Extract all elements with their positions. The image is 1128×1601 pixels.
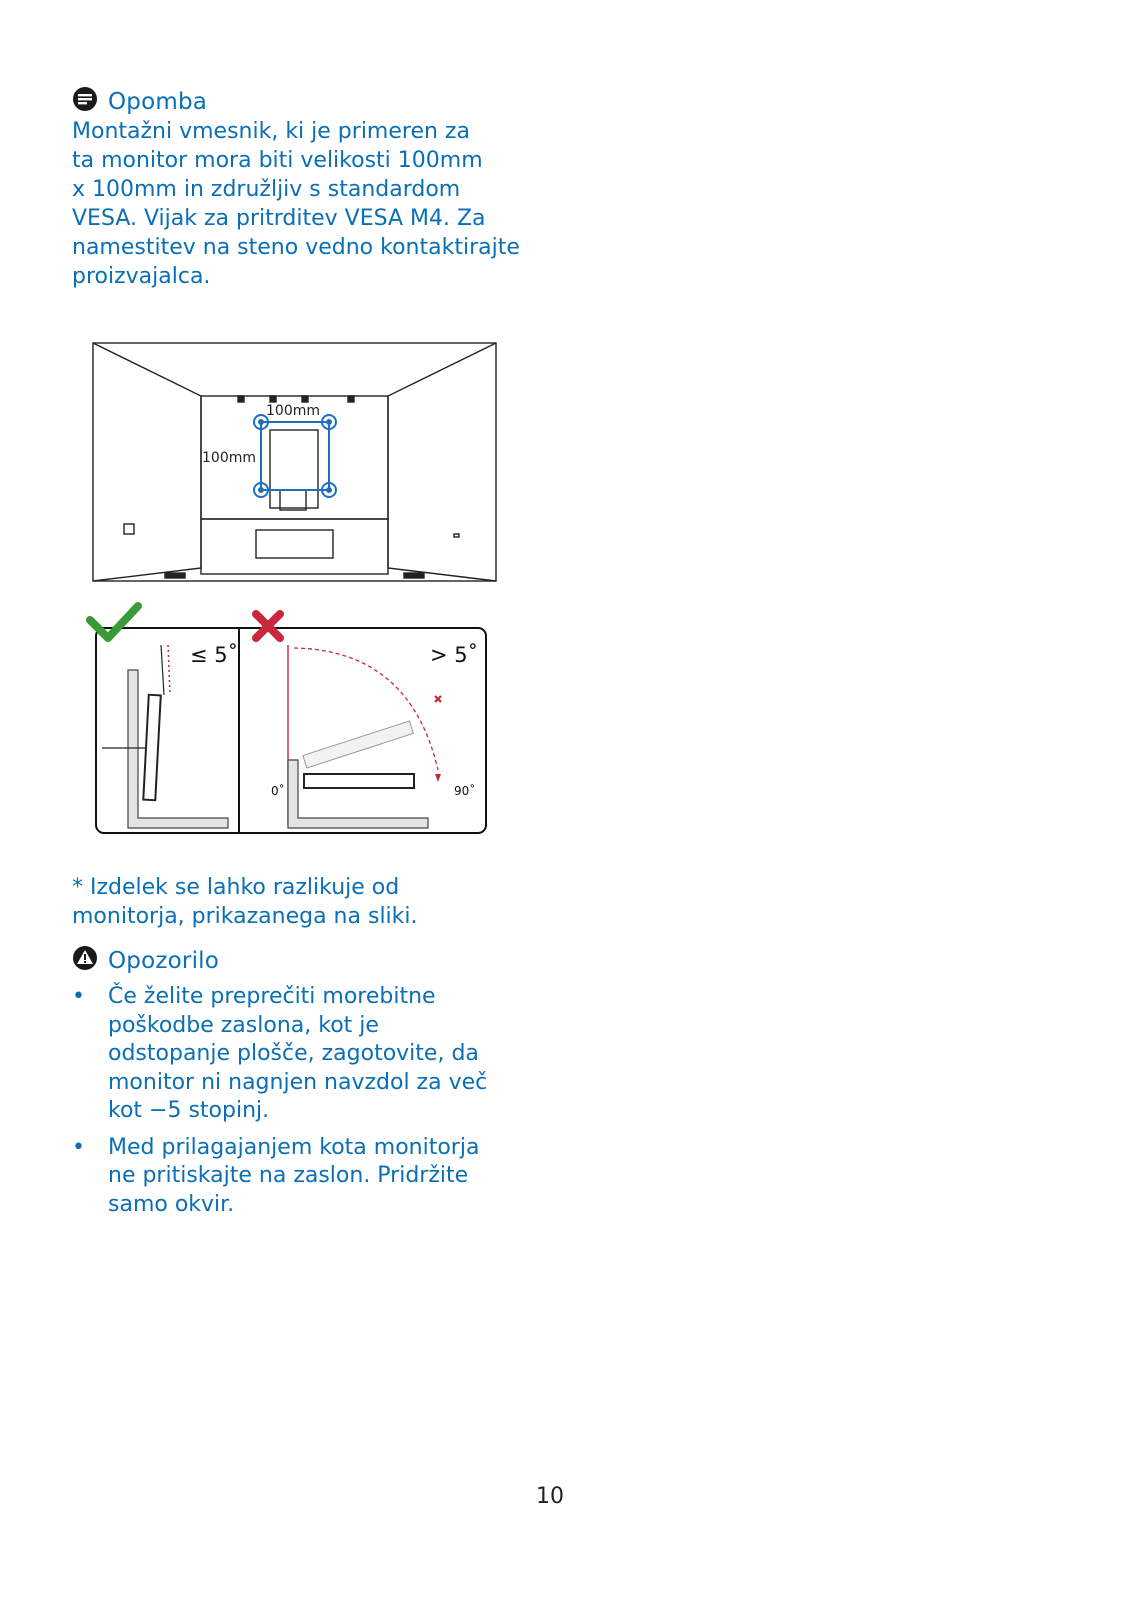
warning-icon: [72, 945, 98, 977]
note-heading: [72, 86, 207, 118]
note-line: ta monitor mora biti velikosti 100mm: [72, 148, 483, 173]
vesa-height-label: 100mm: [202, 450, 256, 466]
note-body: [72, 117, 542, 291]
bullet-line: Če želite preprečiti morebitne: [108, 984, 436, 1009]
tilt-panels: [96, 628, 486, 833]
ok-tilt-label: ≤ 5˚: [190, 643, 239, 667]
bullet-marker: •: [72, 984, 85, 1009]
warning-list: [72, 983, 532, 1227]
disclaimer-line: monitorja, prikazanega na sliki.: [72, 904, 418, 929]
angle-end-label: 90˚: [454, 784, 476, 798]
bad-tilt-label: > 5˚: [430, 643, 479, 667]
vesa-pattern: [254, 415, 336, 497]
warning-heading: [72, 945, 219, 977]
figure-svg: [80, 330, 510, 850]
note-line: x 100mm in združljiv s standardom: [72, 177, 461, 202]
bullet-line: samo okvir.: [108, 1191, 235, 1217]
disclaimer-line: * Izdelek se lahko razlikuje od: [72, 875, 400, 900]
note-line: VESA. Vijak za pritrditev VESA M4. Za: [72, 206, 486, 231]
monitor-back-view: [93, 343, 496, 581]
note-icon: [72, 86, 98, 118]
note-line: namestitev na steno vedno kontaktirajte: [72, 235, 520, 260]
warning-heading-text: Opozorilo: [108, 948, 220, 974]
product-disclaimer: [72, 873, 418, 931]
page-number: 10: [536, 1484, 564, 1509]
list-item: [72, 1134, 532, 1220]
bullet-line: monitor ni nagnjen navzdol za več: [108, 1069, 488, 1095]
bullet-line: poškodbe zaslona, kot je: [108, 1012, 379, 1038]
angle-start-label: 0˚: [271, 784, 285, 798]
cross-icon: [256, 614, 280, 638]
note-line: proizvajalca.: [72, 264, 211, 289]
bullet-line: ne pritiskajte na zaslon. Pridržite: [108, 1163, 469, 1188]
monitor-figure: [80, 330, 510, 854]
bullet-line: Med prilagajanjem kota monitorja: [108, 1134, 480, 1160]
bullet-line: odstopanje plošče, zagotovite, da: [108, 1041, 479, 1066]
list-item: [72, 983, 532, 1126]
vesa-width-label: 100mm: [266, 403, 320, 419]
bullet-line: kot −5 stopinj.: [108, 1098, 270, 1123]
bullet-marker: •: [72, 1134, 85, 1160]
note-heading-text: Opomba: [108, 89, 208, 115]
note-line: Montažni vmesnik, ki je primeren za: [72, 119, 470, 144]
